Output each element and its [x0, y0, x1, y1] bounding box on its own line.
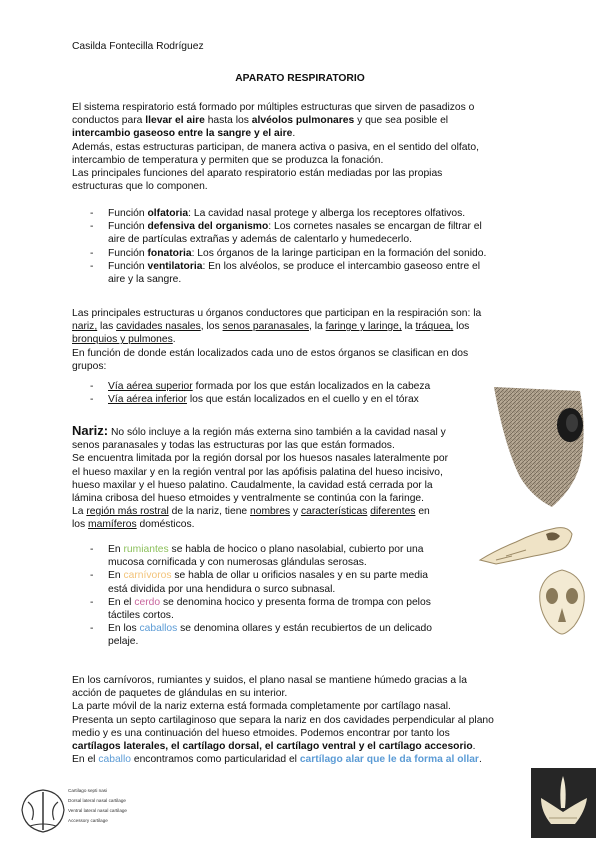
structures-paragraph — [72, 307, 528, 373]
intro-paragraph — [72, 101, 528, 193]
structures-line: En función de donde están localizados cada uno de estos órganos se clasifican en dos — [72, 347, 469, 359]
intro-line: intercambio gaseoso entre la sangre y el aire. — [72, 128, 296, 140]
figure-label: Cartilago septi nasi — [68, 788, 108, 793]
closing-line: medio y es una continuación del hueso etmoides. Podemos encontrar por tanto los — [72, 727, 450, 739]
nariz-line: los mamíferos domésticos. — [72, 519, 195, 531]
cartilage-diagram — [18, 784, 148, 840]
closing-paragraph — [72, 674, 528, 766]
nariz-paragraph — [72, 424, 528, 532]
closing-line: cartílagos laterales, el cartílago dorsal, el cartílago ventral y el cartílago accesorio. — [72, 741, 476, 753]
nariz-line: senos paranasales y todas las estructuras por las que están formados. — [72, 440, 395, 452]
list-item: - Función ventilatoria: En los alvéolos, se produce el intercambio gaseoso entre el aire y la sangre. — [90, 260, 486, 286]
nariz-line: La región más rostral de la nariz, tiene nombres y características diferentes en — [72, 506, 430, 518]
nasal-cartilage-photo — [531, 768, 596, 838]
closing-line: En el caballo encontramos como particularidad el cartílago alar que le da forma al ollar. — [72, 754, 482, 766]
closing-line: En los carnívoros, rumiantes y suidos, el plano nasal se mantiene húmedo gracias a la — [72, 675, 467, 686]
horse-nostril-image — [492, 385, 587, 510]
list-item: - Vía aérea inferior los que están localizados en el cuello y en el tórax — [90, 393, 430, 406]
figure-label: Ventral lateral nasal cartilage — [68, 808, 127, 813]
intro-line: Además, estas estructuras participan, de manera activa o pasiva, en el sentido del olfato, — [72, 141, 479, 153]
closing-line: acción de paquetes de glándulas en su interior. — [72, 688, 288, 700]
functions-list — [90, 207, 486, 286]
page-title: APARATO RESPIRATORIO — [235, 73, 365, 84]
intro-line: intercambio de temperatura y permiten que se produzca la fonación. — [72, 154, 384, 166]
list-item: - Función olfatoria: La cavidad nasal protege y alberga los receptores olfativos. — [90, 207, 486, 220]
nariz-line: hueso maxilar y el hueso palatino. Caudalmente, la cavidad está cerrada por la — [72, 479, 433, 491]
section-heading: Nariz: — [72, 423, 109, 438]
closing-line: La parte móvil de la nariz externa está formada completamente por cartílago nasal. — [72, 701, 451, 713]
intro-line: estructuras que lo componen. — [72, 181, 208, 193]
figure-label: Dorsal lateral nasal cartilage — [68, 798, 126, 803]
nariz-line: lámina cribosa del hueso etmoides y ventralmente se continúa con la faringe. — [72, 493, 425, 505]
nariz-line: el hueso maxilar y en la región ventral por las apófisis palatina del hueso incisivo, — [72, 466, 443, 478]
cartilage-diagram-drawing — [18, 786, 68, 836]
list-item: - En carnívoros se habla de ollar u orificios nasales y en su parte media está dividida por una hendidura o surco subnasal. — [90, 569, 432, 595]
structures-line: Las principales estructuras u órganos conductores que participan en la respiración son: la — [72, 308, 482, 319]
list-item: - Función fonatoria: Los órganos de la laringe participan en la formación del sonido. — [90, 247, 486, 260]
intro-line: Las principales funciones del aparato respiratorio están mediadas por las propias — [72, 168, 443, 180]
structures-line: bronquios y pulmones. — [72, 334, 176, 346]
list-item: - En los caballos se denomina ollares y están recubiertos de un delicado pelaje. — [90, 622, 432, 648]
structures-line: grupos: — [72, 360, 107, 372]
species-list — [90, 543, 432, 649]
list-item: - Función defensiva del organismo: Los cornetes nasales se encargan de filtrar el aire de partículas extrañas y además de calentarlo y humedecerlo. — [90, 220, 486, 246]
structures-line: nariz, las cavidades nasales, los senos paranasales, la faringe y laringe, la tráquea, los — [72, 321, 470, 333]
nariz-line: Se encuentra limitada por la región dorsal por los huesos nasales lateralmente por — [72, 453, 449, 465]
author-name: Casilda Fontecilla Rodríguez — [72, 41, 204, 52]
skull-lateral-image — [476, 520, 576, 568]
intro-line: El sistema respiratorio está formado por múltiples estructuras que sirven de pasadizos o — [72, 102, 475, 113]
closing-line: Presenta un septo cartilaginoso que separa la nariz en dos cavidades perpendicular al plano — [72, 714, 494, 726]
cartilage-labels — [68, 786, 127, 826]
list-item: - Vía aérea superior formada por los que están localizados en la cabeza — [90, 380, 430, 393]
nariz-line: Nariz: No sólo incluye a la región más externa sino también a la cavidad nasal y — [72, 423, 446, 438]
figure-label: Accessory cartilage — [68, 818, 108, 823]
skull-dorsal-image — [536, 568, 588, 636]
airways-list — [90, 380, 430, 406]
list-item: - En rumiantes se habla de hocico o plano nasolabial, cubierto por una mucosa cornificada y con numerosas glándulas serosas. — [90, 543, 432, 569]
list-item: - En el cerdo se denomina hocico y presenta forma de trompa con pelos táctiles cortos. — [90, 596, 432, 622]
intro-line: conductos para llevar el aire hasta los alvéolos pulmonares y que sea posible el — [72, 115, 449, 127]
